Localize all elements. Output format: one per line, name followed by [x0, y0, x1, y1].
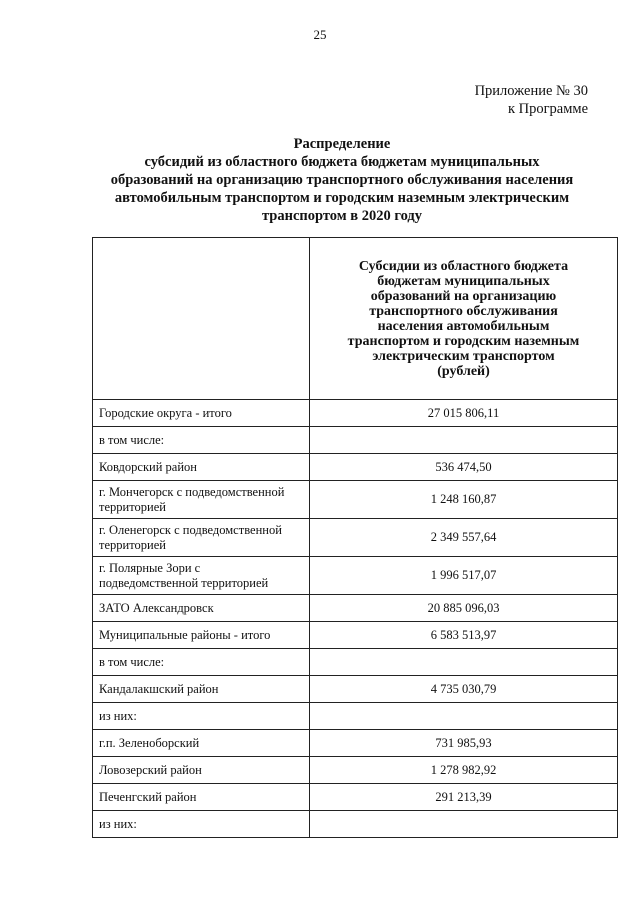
row-name: Кандалакшский район	[93, 676, 310, 703]
row-name: Ковдорский район	[93, 454, 310, 481]
row-value: 1 996 517,07	[310, 557, 618, 595]
table-row	[93, 757, 618, 784]
row-name	[93, 557, 310, 595]
document-title	[92, 135, 592, 225]
row-name	[93, 519, 310, 557]
row-name-line: г. Оленегорск с подведомственной	[99, 522, 282, 537]
table-row	[93, 811, 618, 838]
table-row	[93, 427, 618, 454]
table-row	[93, 676, 618, 703]
row-name-line: подведомственной территорией	[99, 575, 269, 590]
row-name-line: территорией	[99, 537, 166, 552]
row-name: в том числе:	[93, 649, 310, 676]
title-line: транспортом в 2020 году	[261, 208, 422, 224]
table-row	[93, 595, 618, 622]
header-line: бюджетам муниципальных	[377, 273, 550, 289]
table-row	[93, 784, 618, 811]
table-row	[93, 481, 618, 519]
table-row	[93, 649, 618, 676]
row-value	[310, 649, 618, 676]
row-name: Ловозерский район	[93, 757, 310, 784]
table-header-row	[93, 238, 618, 400]
row-name-line: территорией	[99, 499, 166, 514]
header-subsidy-cell	[310, 238, 618, 400]
title-line: образований на организацию транспортного обслуживания населения	[110, 172, 574, 188]
header-line: электрическим транспортом	[372, 348, 555, 364]
appendix-program: к Программе	[507, 101, 588, 117]
table-row	[93, 730, 618, 757]
title-line: субсидий из областного бюджета бюджетам муниципальных	[144, 154, 540, 170]
page-number: 25	[313, 27, 327, 42]
row-name: из них:	[93, 703, 310, 730]
header-line: образований на организацию	[370, 288, 557, 304]
appendix-number: Приложение № 30	[474, 83, 588, 99]
header-blank-cell	[93, 238, 310, 400]
row-value: 20 885 096,03	[310, 595, 618, 622]
header-line: (рублей)	[437, 363, 490, 379]
row-value	[310, 703, 618, 730]
row-name-line: г. Полярные Зори с	[99, 560, 201, 575]
row-value: 536 474,50	[310, 454, 618, 481]
table-row	[93, 703, 618, 730]
row-value: 291 213,39	[310, 784, 618, 811]
row-value: 1 248 160,87	[310, 481, 618, 519]
title-line: автомобильным транспортом и городским наземным электрическим	[114, 190, 570, 206]
header-line: транспортного обслуживания	[369, 303, 558, 319]
row-name: г.п. Зеленоборский	[93, 730, 310, 757]
row-name: из них:	[93, 811, 310, 838]
title-line: Распределение	[293, 136, 391, 152]
row-name	[93, 481, 310, 519]
row-value: 731 985,93	[310, 730, 618, 757]
table-row	[93, 519, 618, 557]
row-name: Печенгский район	[93, 784, 310, 811]
header-line: населения автомобильным	[377, 318, 550, 334]
row-value: 4 735 030,79	[310, 676, 618, 703]
row-value: 6 583 513,97	[310, 622, 618, 649]
header-line: транспортом и городским наземным	[347, 333, 580, 349]
row-value	[310, 811, 618, 838]
table-row	[93, 400, 618, 427]
row-value: 2 349 557,64	[310, 519, 618, 557]
row-value	[310, 427, 618, 454]
table-row	[93, 622, 618, 649]
row-name: в том числе:	[93, 427, 310, 454]
row-value: 27 015 806,11	[310, 400, 618, 427]
table-row	[93, 454, 618, 481]
table-row	[93, 557, 618, 595]
appendix-reference	[475, 82, 588, 118]
header-line: Субсидии из областного бюджета	[358, 258, 569, 274]
row-name: Муниципальные районы - итого	[93, 622, 310, 649]
row-name-line: г. Мончегорск с подведомственной	[99, 484, 285, 499]
row-value: 1 278 982,92	[310, 757, 618, 784]
row-name: ЗАТО Александровск	[93, 595, 310, 622]
distribution-table	[92, 237, 618, 838]
row-name: Городские округа - итого	[93, 400, 310, 427]
